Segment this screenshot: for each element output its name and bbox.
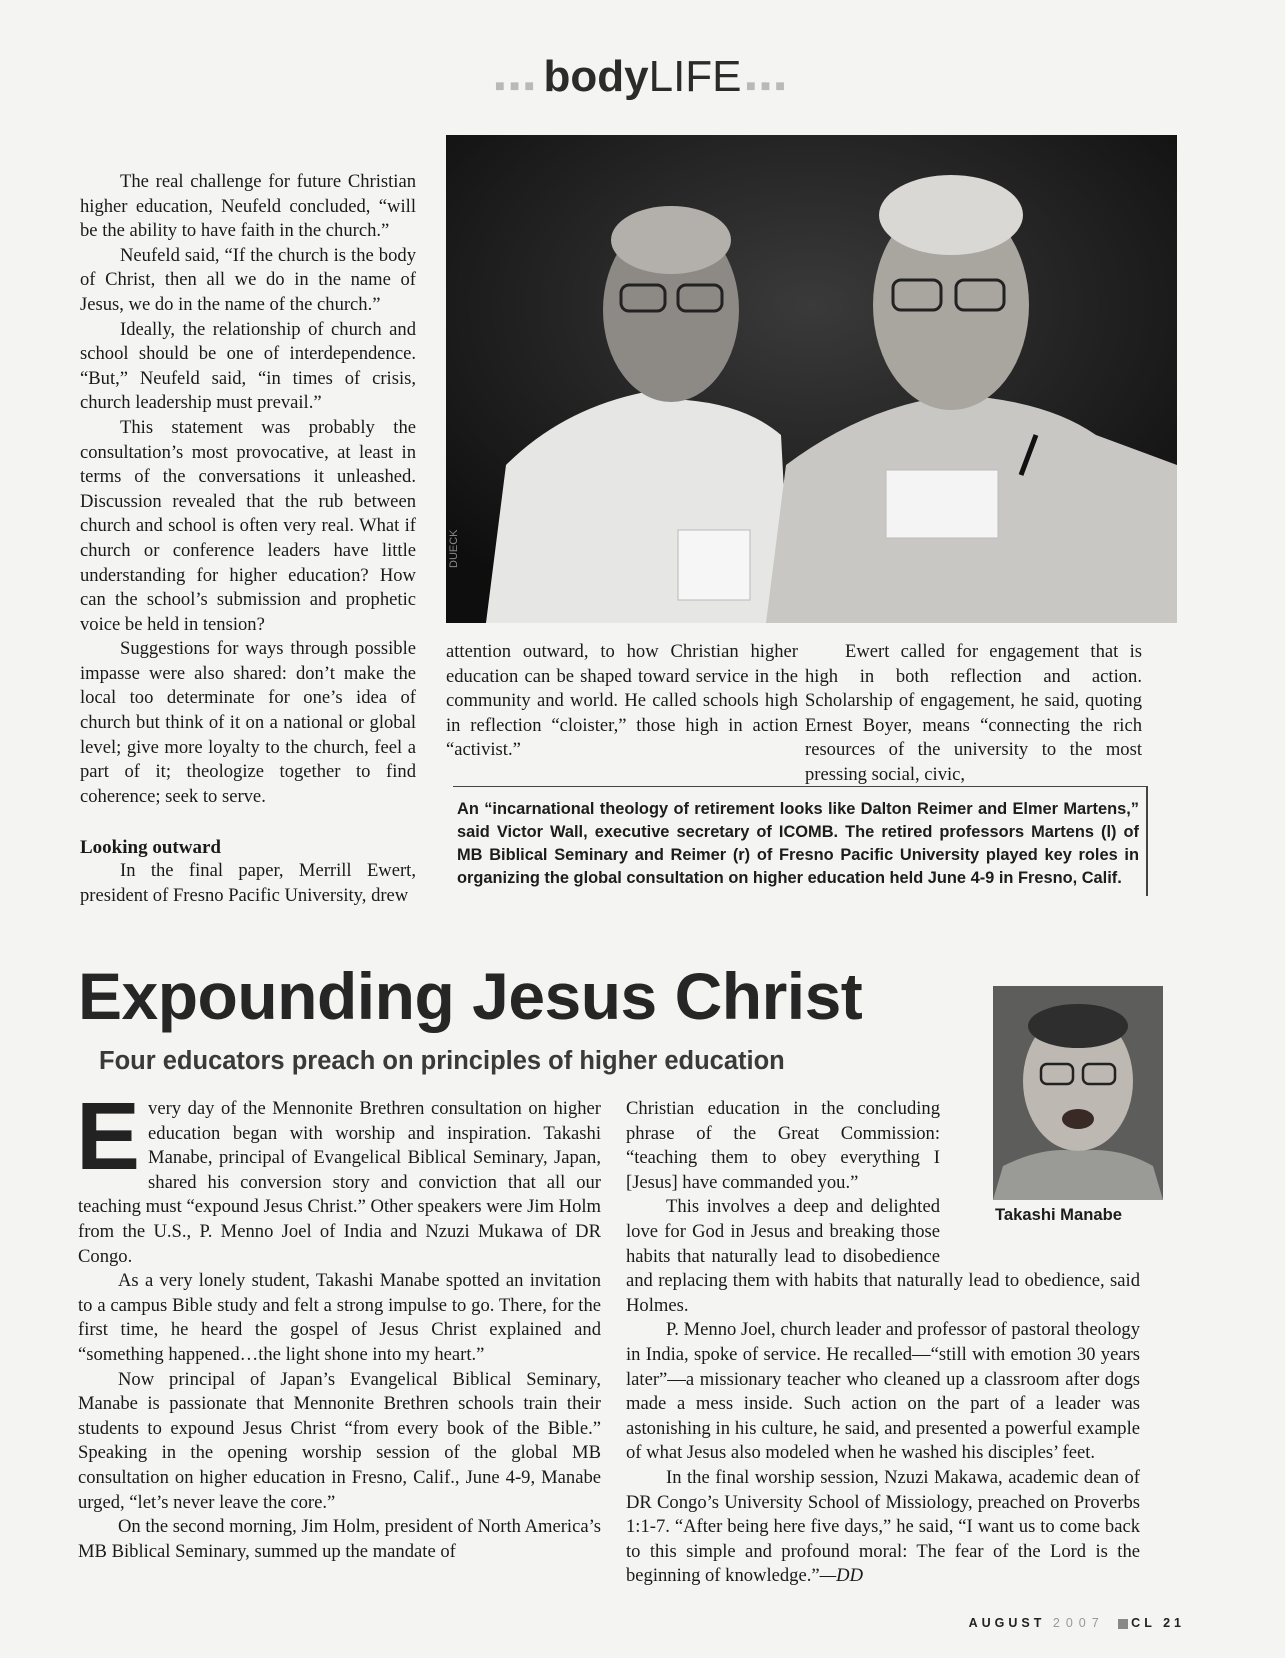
lead-text: very day of the Mennonite Brethren consultation on higher education began with worship and inspiration. Takashi Manabe, principal of Evangelical Biblical Seminary, Japan, shared his conversion story and conviction that all our teaching must “expound Jesus Christ.” Other speakers were Jim Holm from the U.S., P. Menno Joel of India and Nzuzi Mukawa of DR Congo.	[78, 1098, 601, 1267]
portrait-caption: Takashi Manabe	[995, 1205, 1122, 1224]
subheading: Looking outward	[80, 837, 221, 859]
paragraph: In the final paper, Merrill Ewert, president of Fresno Pacific University, drew	[80, 860, 416, 907]
paragraph: Neufeld said, “If the church is the body of Christ, then all we do in the name of Jesus, we do in the name of the church.”	[80, 244, 416, 315]
photo-two-professors	[446, 135, 1177, 623]
author-signoff: —DD	[819, 1565, 864, 1587]
footer-square-icon	[1118, 1619, 1128, 1629]
article-dek: Four educators preach on principles of higher education	[99, 1047, 785, 1075]
paragraph: attention outward, to how Christian higher education can be shaped toward service in the community and world. He called schools high in reflection “cloister,” those high in action “activist.”	[446, 641, 798, 761]
section-name-light: LIFE	[648, 52, 742, 101]
article-column-1	[76, 1083, 601, 1564]
paragraph	[76, 1083, 601, 1269]
paragraph	[626, 1466, 1140, 1589]
column-1	[80, 170, 416, 909]
paragraph: Christian education in the concluding phrase of the Great Commission: “teaching them to obey everything I [Jesus] have commanded you.”	[626, 1098, 940, 1193]
footer-year: 2007	[1052, 1616, 1105, 1630]
caption-bar	[1146, 786, 1148, 896]
paragraph: This statement was probably the consultation’s most provocative, at least in terms of the conversations it unleashed. Discussion revealed that the rub between church and school is often very real. What if church or conference leaders have little understanding for higher education? How can the school’s submission and prophetic voice be held in tension?	[80, 416, 416, 635]
column-2	[446, 640, 798, 763]
section-header	[0, 52, 1285, 102]
article-column-2	[626, 1097, 1140, 1589]
photo-credit: DUECK	[448, 529, 460, 568]
paragraph: Ideally, the relationship of church and school should be one of interdependence. “But,” Neufeld said, “in times of crisis, church leadership must prevail.”	[80, 318, 416, 414]
paragraph-text: In the final worship session, Nzuzi Makawa, academic dean of DR Congo’s University School of Missiology, preached on Proverbs 1:1-7. “After being here five days,” he said, “I want us to come back to this simple and profound moral: The fear of the Lord is the beginning of knowledge.”	[626, 1466, 1140, 1587]
caption-rule	[453, 786, 1147, 787]
article-headline: Expounding Jesus Christ	[78, 959, 863, 1033]
header-left-dots: ■■■	[495, 77, 540, 95]
paragraph: Suggestions for ways through possible impasse were also shared: don’t make the local too determinate for one’s idea of church but think of it on a national or global level; give more loyalty to the church, feel a part of it; theologize together to find coherence; seek to serve.	[80, 638, 416, 807]
paragraph: On the second morning, Jim Holm, president of North America’s MB Biblical Seminary, summed up the mandate of	[78, 1516, 601, 1562]
paragraph: Ewert called for engagement that is high in both reflection and action. Scholarship of engagement, he said, quoting Ernest Boyer, means “connecting the rich resources of the university to the most pressing social, civic,	[805, 641, 1142, 785]
section-name-bold: body	[543, 52, 649, 101]
drop-cap: E	[76, 1083, 141, 1190]
footer-month: AUGUST	[968, 1616, 1046, 1630]
photo-caption: An “incarnational theology of retirement looks like Dalton Reimer and Elmer Martens,” said Victor Wall, executive secretary of ICOMB. The retired professors Martens (l) of MB Biblical Seminary and Reimer (r) of Fresno Pacific University played key roles in organizing the global consultation on higher education held June 4-9 in Fresno, Calif.	[457, 800, 1139, 887]
photo-wrap-space	[940, 1097, 1140, 1269]
page-footer	[969, 1616, 1185, 1630]
header-right-dots: ■■■	[745, 77, 790, 95]
paragraph: As a very lonely student, Takashi Manabe spotted an invitation to a campus Bible study and felt a strong impulse to go. There, for the first time, he heard the gospel of Jesus Christ explained and “something happened…the light shone into my heart.”	[78, 1270, 601, 1365]
paragraph: This involves a deep and delighted love for God in Jesus and breaking those habits that naturally lead to disobedience and replacing them with habits that naturally lead to obedience, said Holmes.	[626, 1196, 1140, 1316]
column-3	[805, 640, 1142, 788]
footer-page: CL 21	[1131, 1616, 1185, 1630]
photo-illustration	[446, 135, 1177, 623]
paragraph: Now principal of Japan’s Evangelical Biblical Seminary, Manabe is passionate that Mennonite Brethren schools train their students to expound Jesus Christ “from every book of the Bible.” Speaking in the opening worship session of the global MB consultation on higher education in Fresno, Calif., June 4-9, Manabe urged, “let’s never leave the core.”	[78, 1368, 601, 1513]
paragraph: The real challenge for future Christian higher education, Neufeld concluded, “will be the ability to have faith in the church.”	[80, 171, 416, 242]
paragraph: P. Menno Joel, church leader and professor of pastoral theology in India, spoke of service. He recalled—“still with emotion 30 years later”—a missionary teacher who cleaned up a classroom after dogs made a mess inside. Such action on the part of a leader was astonishing in his culture, he said, and presented a powerful example of what Jesus also modeled when he washed his disciples’ feet.	[626, 1319, 1140, 1464]
